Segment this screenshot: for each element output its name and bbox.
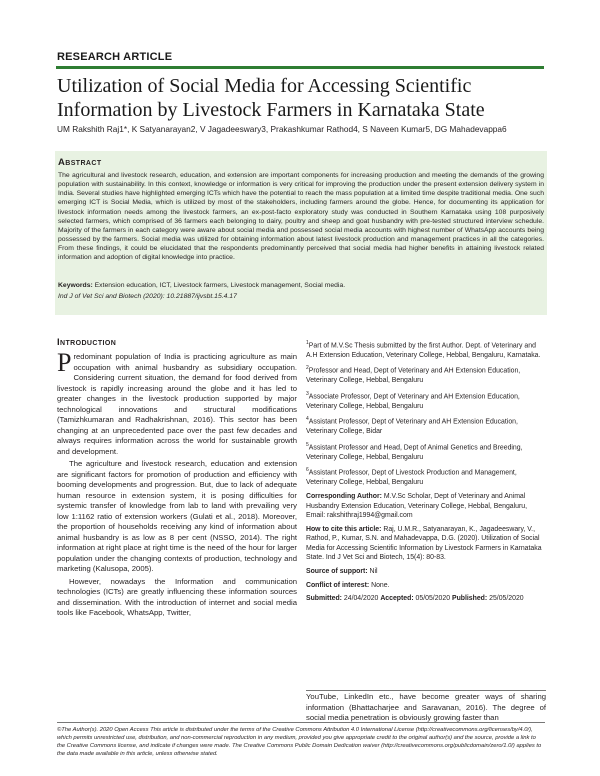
journal-citation: Ind J of Vet Sci and Biotech (2020): 10.21887/ijvsbt.15.4.17 xyxy=(58,293,237,300)
paper-title: Utilization of Social Media for Accessing Scientific Information by Livestock Farmers in Karnataka State xyxy=(57,75,485,121)
corresponding-author: Corresponding Author: M.V.Sc Scholar, Dept of Veterinary and Animal Husbandry Extension Education, Veterinary College, Hebbal, Bengaluru, Email: rakshithraj1994@gmail.com xyxy=(306,492,528,520)
keywords xyxy=(58,281,544,290)
keywords-text: Extension education, ICT, Livestock farmers, Livestock management, Social media. xyxy=(92,282,346,289)
article-type-label: RESEARCH ARTICLE xyxy=(57,51,173,63)
drop-cap: P xyxy=(57,348,72,377)
source-of-support: Source of support: Nil xyxy=(306,568,378,576)
affiliation-5: $^5$Assistant Professor and Head, Dept of Animal Genetics and Breeding, Veterinary College, Hebbal, Bengaluru xyxy=(306,441,523,461)
right-column-notes xyxy=(306,339,546,608)
affiliation-4: $^4$Assistant Professor, Dept of Veterinary and AH Extension Education, Veterinary College, Bidar xyxy=(306,416,518,436)
intro-paragraph-2: The agriculture and livestock research, education and extension are significant factors for promotion of production and efficiency with booming developments and progression. But, due to lack of adequate human resource in extension system, it is posing difficulties for systemic transfer of knowledge from lab to land with prevailing very low 1:1162 ratio of extension workers (Gulati et al., 2018). Moreover, the proportion of households receiving any kind of information about animal husbandry is as low as 8 per cent (NSSO, 2014). The right information at right place at right time is the need of the hour for larger population under the changing contexts of production, technology and marketing (Kalusopa, 2005). xyxy=(57,459,297,573)
affiliation-2: $^2$Professor and Head, Dept of Veterinary and AH Extension Education, Veterinary College, Hebbal, Bengaluru xyxy=(306,365,521,385)
intro-continued: YouTube, LinkedIn etc., have become greater ways of sharing information (Bhattacharjee and Saravanan, 2016). The degree of social media penetration is obviously growing faster than xyxy=(306,692,546,722)
author-list: UM Rakshith Raj1*, K Satyanarayan2, V Jagadeeswary3, Prakashkumar Rathod4, S Naveen Kumar5, DG Mahadevappa6 xyxy=(57,124,507,134)
intro-paragraph-1 xyxy=(57,348,297,457)
affiliation-6: $^6$Assistant Professor, Dept of Livestock Production and Management, Veterinary College, Hebbal, Bengaluru xyxy=(306,467,517,487)
abstract-heading: Abstract xyxy=(58,157,102,168)
conflict-of-interest: Conflict of interest: None. xyxy=(306,581,390,589)
abstract-text: The agricultural and livestock research, education, and extension are important components for increasing production and meeting the demands of the growing population with sustainability. In this context, knowledge or information is very critical for improving the production under the present extension delivery system in India. Several studies have highlighted emerging ICTs which have the potential to reach the mass population at a limited time despite traditional media. One such emerging ICT is Social Media, which is utilized by most of the stakeholders, including farmers around the globe. Hence, for documenting its application for livestock information needs among the livestock farmers, an ex-post-facto exploratory study was conducted in Southern Karnataka using 108 purposively selected farmers, which comprised of 36 farmers each belonging to dairy, poultry and sheep and goat husbandry with pre-tested structured interview schedule. Majority of the farmers in each category were aware about social media and possessed social media accounts with highest number of WhatsApp accounts being possessed by the farmers. Social media was utilized for obtaining information about latest livestock production and management practices in all the categories. From these findings, it could be elucidated that the respondents predominantly perceived that social media had higher benefits in attaining livestock related information and adoption of digital knowledge into practice. xyxy=(58,172,544,262)
left-column xyxy=(57,348,297,621)
dates: Submitted: 24/04/2020 Accepted: 05/05/2020 Published: 25/05/2020 xyxy=(306,595,524,603)
intro-paragraph-3: However, nowadays the Information and communication technologies (ICTs) are greatly influencing these information sources and dissemination. With the introduction of internet and social media tools like Facebook, WhatsApp, Twitter, xyxy=(57,576,297,617)
introduction-heading: Introduction xyxy=(57,337,117,348)
header-rule xyxy=(56,66,544,69)
license-footer: ©The Author(s). 2020 Open Access This article is distributed under the terms of the Creative Commons Attribution 4.0 International License (http://creativecommons.org/licenses/by/4.0/), which permits unrestricted use, distribution, and non-commercial reproduction in any medium, provided you give appropriate credit to the original author(s) and the source, provide a link to the Creative Commons license, and indicate if changes were made. The Creative Commons Public Domain Dedication waiver (http://creativecommons.org/publicdomain/zero/1.0/) applies to the data made available in this article, unless otherwise stated. xyxy=(57,727,542,757)
affiliation-3: $^3$Associate Professor, Dept of Veterinary and AH Extension Education, Veterinary College, Hebbal, Bengaluru xyxy=(306,390,520,410)
column-divider xyxy=(306,690,546,691)
footer-rule xyxy=(57,722,545,723)
keywords-label: Keywords: xyxy=(58,282,93,289)
intro-paragraph-1-text: redominant population of India is practicing agriculture as main occupation with animal husbandry as subsidiary occupation. Considering current situation, the demand for food derived from livestock is rapidly increasing around the globe and it has led to greater changes in the livestock production supported by major technological innovations and structural modifications (Tamizhkumaran and Radhakrishnan, 2016). This sector has been changing at an unprecedented pace over the past few decades and always requires information across the world for sustainable growth and development. xyxy=(57,352,297,456)
how-to-cite: How to cite this article: Raj, U.M.R., Satyanarayan, K., Jagadeeswary, V., Rathod, P., Kumar, S.N. and Mahadevappa, D.G. (2020). Utilization of Social Media for Accessing Scientific Information by Livestock Farmers in Karnataka State. Ind J Vet Sci and Biotech, 15(4): 80-83. xyxy=(306,525,542,562)
affiliation-1: $^1$Part of M.V.Sc Thesis submitted by the first Author. Dept. of Veterinary and A.H Extension Education, Veterinary College, Hebbal, Bengaluru, Karnataka. xyxy=(306,340,541,359)
